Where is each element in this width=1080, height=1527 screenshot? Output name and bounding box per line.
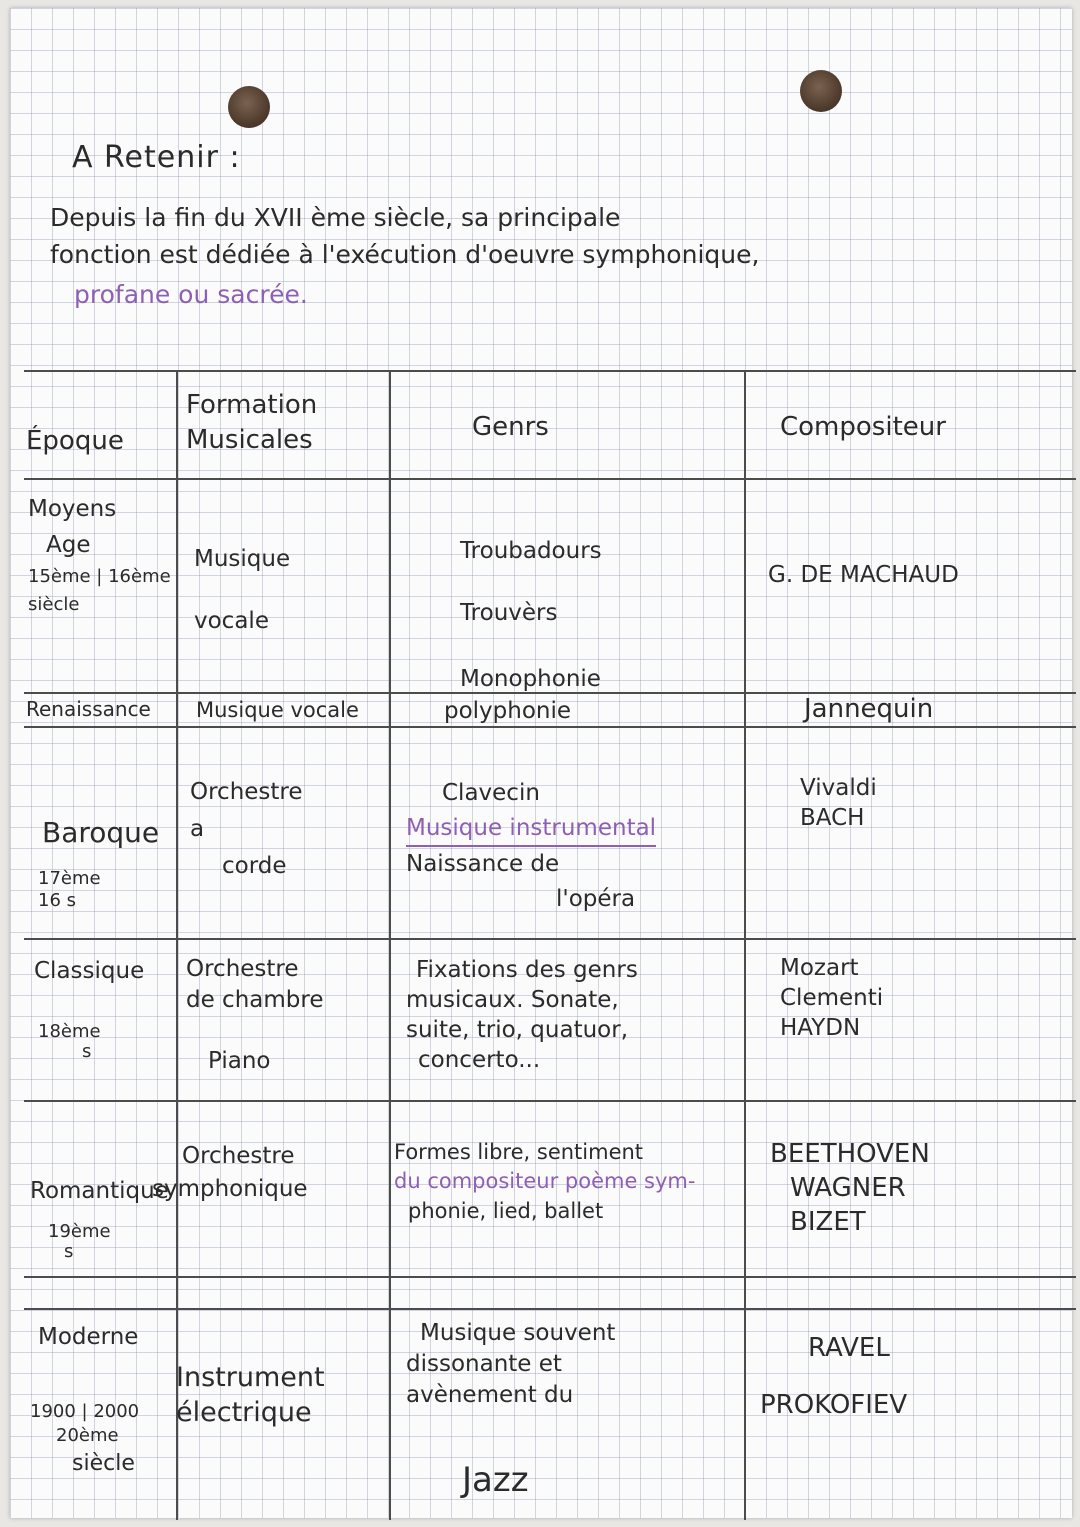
genres-monophonie: Monophonie (460, 666, 601, 692)
formation-baroque: Orchestre a corde (190, 779, 303, 879)
header-compositeur: Compositeur (780, 412, 946, 442)
formation-moderne: Instrument électrique (176, 1362, 325, 1429)
compositeur-moyen-age: G. DE MACHAUD (768, 562, 959, 588)
music-history-table (24, 370, 1076, 1520)
column-divider (176, 370, 178, 1520)
row-divider (24, 1100, 1076, 1102)
binder-hole-left (228, 86, 270, 128)
genres-moderne: Musique souvent dissonante et avènement du (406, 1320, 616, 1409)
epoque-romantique: Romantique (30, 1178, 169, 1204)
epoque-classique-dates: 18ème s (38, 1021, 101, 1062)
formation-renaissance: Musique vocale (196, 698, 359, 722)
compositeur-moderne: RAVEL PROKOFIEV (760, 1333, 908, 1421)
header-genres: Genrs (472, 412, 549, 442)
epoque-baroque: Baroque (42, 816, 160, 849)
compositeur-renaissance: Jannequin (804, 694, 934, 724)
row-divider (24, 1308, 1076, 1310)
note-title: A Retenir : (72, 140, 241, 175)
compositeur-baroque: Vivaldi BACH (800, 775, 877, 831)
column-divider (389, 370, 391, 1520)
epoque-romantique-dates: 19ème s (48, 1221, 111, 1262)
header-epoque: Époque (26, 426, 124, 456)
epoque-baroque-dates: 17ème 16 s (38, 868, 101, 911)
genres-jazz: Jazz (462, 1460, 529, 1500)
genres-classique: Fixations des genrs musicaux. Sonate, suite, trio, quatuor, concerto... (406, 957, 638, 1073)
epoque-moderne-dates: 1900 | 2000 20ème siècle (30, 1401, 140, 1476)
formation-classique: Orchestre de chambre Piano (186, 956, 324, 1075)
row-divider (24, 478, 1076, 480)
genres-baroque: Clavecin Musique instrumental Naissance de l'opéra (406, 780, 657, 912)
binder-hole-right (800, 70, 842, 112)
intro-line-2: fonction est dédiée à l'exécution d'oeuvre symphonique, (50, 240, 760, 269)
epoque-moderne: Moderne (38, 1324, 139, 1350)
formation-moyen-age: Musique vocale (194, 546, 291, 635)
intro-line-3: profane ou sacrée. (74, 280, 308, 309)
header-formation: Formation Musicales (186, 390, 318, 456)
genres-moyen-age: Troubadours Trouvèrs (460, 538, 602, 627)
compositeur-romantique: BEETHOVEN WAGNER BIZET (770, 1139, 930, 1237)
row-divider (24, 938, 1076, 940)
epoque-classique: Classique (34, 958, 145, 984)
intro-line-1: Depuis la fin du XVII ème siècle, sa principale (50, 203, 621, 232)
row-divider (24, 1276, 1076, 1278)
epoque-renaissance: Renaissance (26, 697, 151, 721)
grid-paper-sheet (10, 8, 1072, 1518)
column-divider (744, 370, 746, 1520)
epoque-moyen-age: Moyens Age 15ème | 16ème siècle (28, 496, 171, 616)
formation-romantique: Orchestre symphonique (152, 1143, 308, 1203)
genres-romantique: Formes libre, sentiment du compositeur poème sym- phonie, lied, ballet (394, 1140, 696, 1223)
compositeur-classique: Mozart Clementi HAYDN (780, 955, 884, 1041)
row-divider (24, 370, 1076, 372)
genres-renaissance: polyphonie (444, 698, 572, 724)
